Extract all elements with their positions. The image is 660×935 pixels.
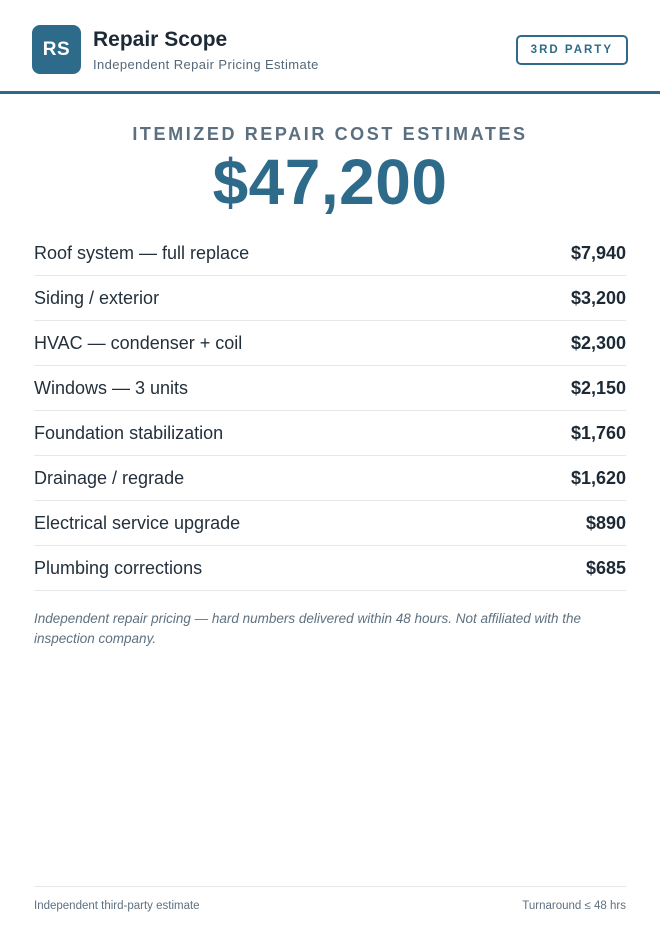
cost-item-label: Plumbing corrections xyxy=(34,557,203,578)
cost-item-label: Foundation stabilization xyxy=(34,422,224,443)
third-party-badge: 3RD PARTY xyxy=(516,35,628,65)
cost-item-amount: $2,300 xyxy=(570,332,626,353)
brand-title: Repair Scope xyxy=(93,28,228,51)
cost-item-list xyxy=(34,231,626,591)
cost-item-amount: $7,940 xyxy=(570,242,626,263)
section-kicker: ITEMIZED REPAIR COST ESTIMATES xyxy=(132,124,528,144)
cost-item-amount: $2,150 xyxy=(570,377,626,398)
cost-item-row xyxy=(34,501,626,546)
cost-item-label: Roof system — full replace xyxy=(34,242,250,263)
cost-item-label: Drainage / regrade xyxy=(34,467,185,488)
cost-item-amount: $1,620 xyxy=(570,467,626,488)
footer-left-text: Independent third-party estimate xyxy=(34,899,200,912)
cost-item-amount: $1,760 xyxy=(570,422,626,443)
logo-badge: RS xyxy=(32,25,81,74)
cost-item-label: Windows — 3 units xyxy=(34,377,189,398)
cost-item-label: Siding / exterior xyxy=(34,287,160,308)
cost-item-row xyxy=(34,546,626,591)
cost-item-amount: $3,200 xyxy=(570,287,626,308)
cost-item-row xyxy=(34,366,626,411)
cost-item-row xyxy=(34,411,626,456)
cost-item-amount: $890 xyxy=(585,512,626,533)
total-amount: $47,200 xyxy=(212,146,448,218)
cost-item-row xyxy=(34,456,626,501)
cost-item-row xyxy=(34,321,626,366)
brand-subtitle: Independent Repair Pricing Estimate xyxy=(93,57,319,72)
cost-item-label: Electrical service upgrade xyxy=(34,512,241,533)
page-header xyxy=(0,0,660,94)
footer-right-text: Turnaround ≤ 48 hrs xyxy=(522,899,626,912)
cost-item-amount: $685 xyxy=(585,557,626,578)
disclaimer-note: Independent repair pricing — hard numbers delivered within 48 hours. Not affiliated with the inspection company. xyxy=(34,611,582,646)
cost-item-row xyxy=(34,231,626,276)
cost-item-row xyxy=(34,276,626,321)
page-footer xyxy=(34,886,626,924)
cost-item-label: HVAC — condenser + coil xyxy=(34,332,243,353)
